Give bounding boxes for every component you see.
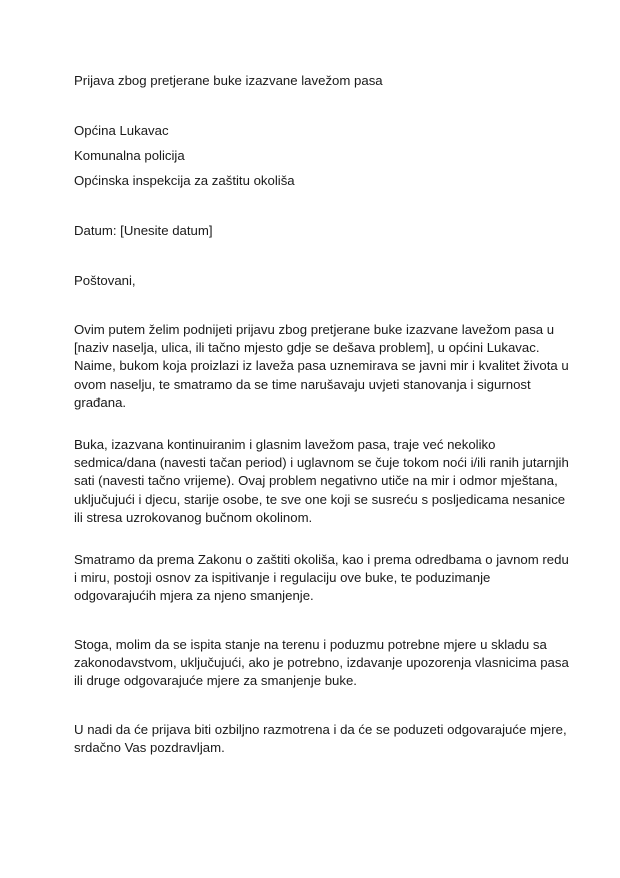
paragraph-line: građana. — [74, 394, 127, 410]
paragraph-line: Smatramo da prema Zakonu o zaštiti okoliša, kao i prema odredbama o javnom redu — [74, 552, 569, 567]
paragraph-line: Stoga, molim da se ispita stanje na terenu i poduzmu potrebne mjere u skladu sa — [74, 637, 547, 652]
paragraph-line: U nadi da će prijava biti ozbiljno razmotrena i da će se poduzeti odgovarajuće mjere, — [74, 722, 567, 737]
body-paragraph — [74, 436, 569, 527]
paragraph-line: Naime, bukom koja proizlazi iz laveža pasa uznemirava se javni mir i kvalitet života u — [74, 358, 569, 374]
body-paragraph — [74, 721, 567, 757]
paragraph-line: ili stresa uzrokovanog bučnom okolinom. — [74, 509, 313, 525]
paragraph-line: srdačno Vas pozdravljam. — [74, 740, 225, 756]
paragraph-line: ili druge odgovarajuće mjere za smanjenje buke. — [74, 673, 357, 689]
paragraph-line: odgovarajućih mjera za njeno smanjenje. — [74, 588, 314, 604]
paragraph-line: Buka, izazvana kontinuiranim i glasnim lavežom pasa, traje već nekoliko — [74, 437, 496, 452]
paragraph-line: ovom naselju, te smatramo da se time narušavaju uvjeti stanovanja i sigurnost — [74, 376, 531, 392]
paragraph-line: Ovim putem želim podnijeti prijavu zbog pretjerane buke izazvane lavežom pasa u — [74, 322, 555, 337]
paragraph-line: [naziv naselja, ulica, ili tačno mjesto gdje se dešava problem], u općini Lukavac. — [74, 340, 540, 356]
body-paragraph — [74, 636, 569, 691]
paragraph-line: sati (navesti tačno vrijeme). Ovaj problem negativno utiče na mir i odmor mještana, — [74, 473, 558, 489]
body-paragraph — [74, 551, 569, 606]
paragraph-line: sedmica/dana (navesti tačan period) i uglavnom se čuje tokom noći i/ili ranih jutarnjih — [74, 455, 569, 471]
paragraph-line: i miru, postoji osnov za ispitivanje i regulaciju ove buke, te poduzimanje — [74, 570, 491, 586]
salutation: Poštovani, — [74, 273, 136, 288]
recipient-line: Komunalna policija — [74, 148, 185, 163]
recipient-line: Općinska inspekcija za zaštitu okoliša — [74, 173, 295, 188]
body-paragraph — [74, 321, 569, 412]
recipient-line: Općina Lukavac — [74, 123, 169, 138]
paragraph-line: zakonodavstvom, uključujući, ako je potrebno, izdavanje upozorenja vlasnicima pasa — [74, 655, 569, 671]
document-title: Prijava zbog pretjerane buke izazvane lavežom pasa — [74, 73, 383, 88]
paragraph-line: uključujući i djecu, starije osobe, te sve one koji se susreću s posljedicama nesanice — [74, 491, 566, 507]
date-line: Datum: [Unesite datum] — [74, 223, 213, 238]
